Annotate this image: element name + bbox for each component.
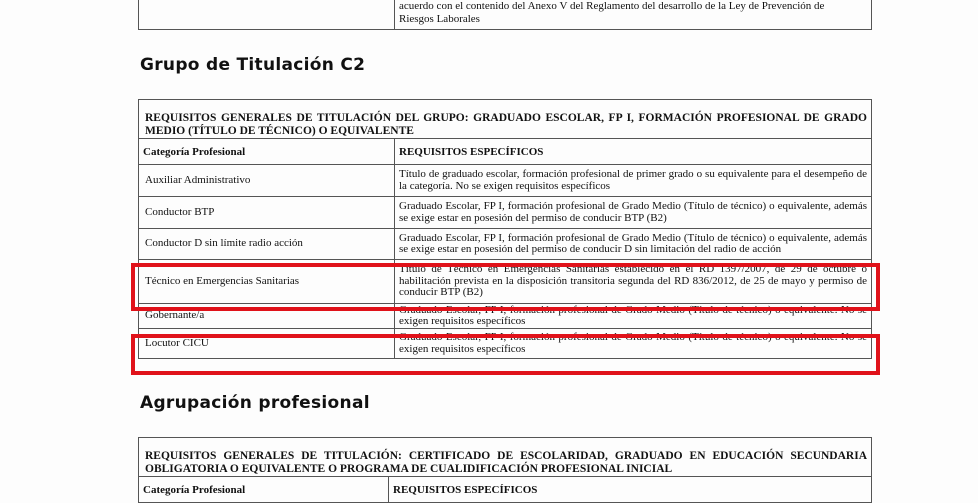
category-cell: Conductor BTP bbox=[139, 197, 395, 229]
section-title-c2: Grupo de Titulación C2 bbox=[140, 55, 366, 75]
table-row bbox=[139, 197, 872, 229]
agrupacion-general-requirements-header: REQUISITOS GENERALES DE TITULACIÓN: CERTIFICADO DE ESCOLARIDAD, GRADUADO EN EDUCACIÓN SECUNDARIA OBLIGATORIA O EQUIVALENTE O PROGRAMA DE CUALIDIFICACIÓN PROFESIONAL INICIAL bbox=[139, 438, 872, 477]
previous-category-cell bbox=[139, 0, 395, 30]
category-cell: Locutor CICU bbox=[139, 329, 395, 359]
c2-category-column-header: Categoría Profesional bbox=[139, 139, 395, 165]
requirements-cell: Título de Técnico en Emergencias Sanitarias establecido en el RD 1397/2007, de 29 de octubre o habilitación prevista en la disposición transitoria segunda del RD 836/2012, de 25 de mayo y permiso de conducir BTP (B2) bbox=[395, 260, 872, 304]
previous-requirements-cell bbox=[395, 0, 872, 30]
previous-requirements-line2: Riesgos Laborales bbox=[399, 13, 480, 25]
requirements-cell: Graduado Escolar, FP I, formación profesional de Grado Medio (Título de técnico) o equivalente. No se exigen requisitos específicos bbox=[395, 329, 872, 359]
c2-requirements-column-header: REQUISITOS ESPECÍFICOS bbox=[395, 139, 872, 165]
section-title-agrupacion: Agrupación profesional bbox=[140, 393, 370, 413]
requirements-cell: Título de graduado escolar, formación profesional de primer grado o su equivalente para el desempeño de la categoría. No se exigen requisitos específicos bbox=[395, 165, 872, 197]
previous-requirements-line1: acuerdo con el contenido del Anexo V del Reglamento del desarrollo de la Ley de Prevención de bbox=[399, 0, 825, 12]
requirements-cell: Graduado Escolar, FP I, formación profesional de Grado Medio (Título de técnico) o equivalente, además se exige estar en posesión del permiso de conducir BTP (B2) bbox=[395, 197, 872, 229]
category-cell: Gobernante/a bbox=[139, 304, 395, 329]
table-row bbox=[139, 229, 872, 260]
highlight-box-locutor-cicu bbox=[131, 334, 880, 375]
agrupacion-requirements-table bbox=[138, 437, 872, 503]
table-row bbox=[139, 165, 872, 197]
agrupacion-category-column-header: Categoría Profesional bbox=[139, 477, 389, 503]
category-cell: Auxiliar Administrativo bbox=[139, 165, 395, 197]
requirements-cell: Graduado Escolar, FP I, formación profesional de Grado Medio (Título de técnico) o equivalente. No se exigen requisitos específicos bbox=[395, 304, 872, 329]
previous-requirements-table bbox=[138, 0, 872, 30]
highlight-box-tecnico-emergencias bbox=[131, 263, 880, 311]
c2-general-requirements-header: REQUISITOS GENERALES DE TITULACIÓN DEL GRUPO: GRADUADO ESCOLAR, FP I, FORMACIÓN PROFESIONAL DE GRADO MEDIO (TÍTULO DE TÉCNICO) O EQUIVALENTE bbox=[139, 100, 872, 139]
c2-requirements-table bbox=[138, 99, 872, 359]
agrupacion-requirements-column-header: REQUISITOS ESPECÍFICOS bbox=[389, 477, 872, 503]
requirements-cell: Graduado Escolar, FP I, formación profesional de Grado Medio (Título de técnico) o equivalente, además se exige estar en posesión del permiso de conducir D sin limitación del radio de acción bbox=[395, 229, 872, 260]
category-cell: Conductor D sin límite radio acción bbox=[139, 229, 395, 260]
category-cell: Técnico en Emergencias Sanitarias bbox=[139, 260, 395, 304]
